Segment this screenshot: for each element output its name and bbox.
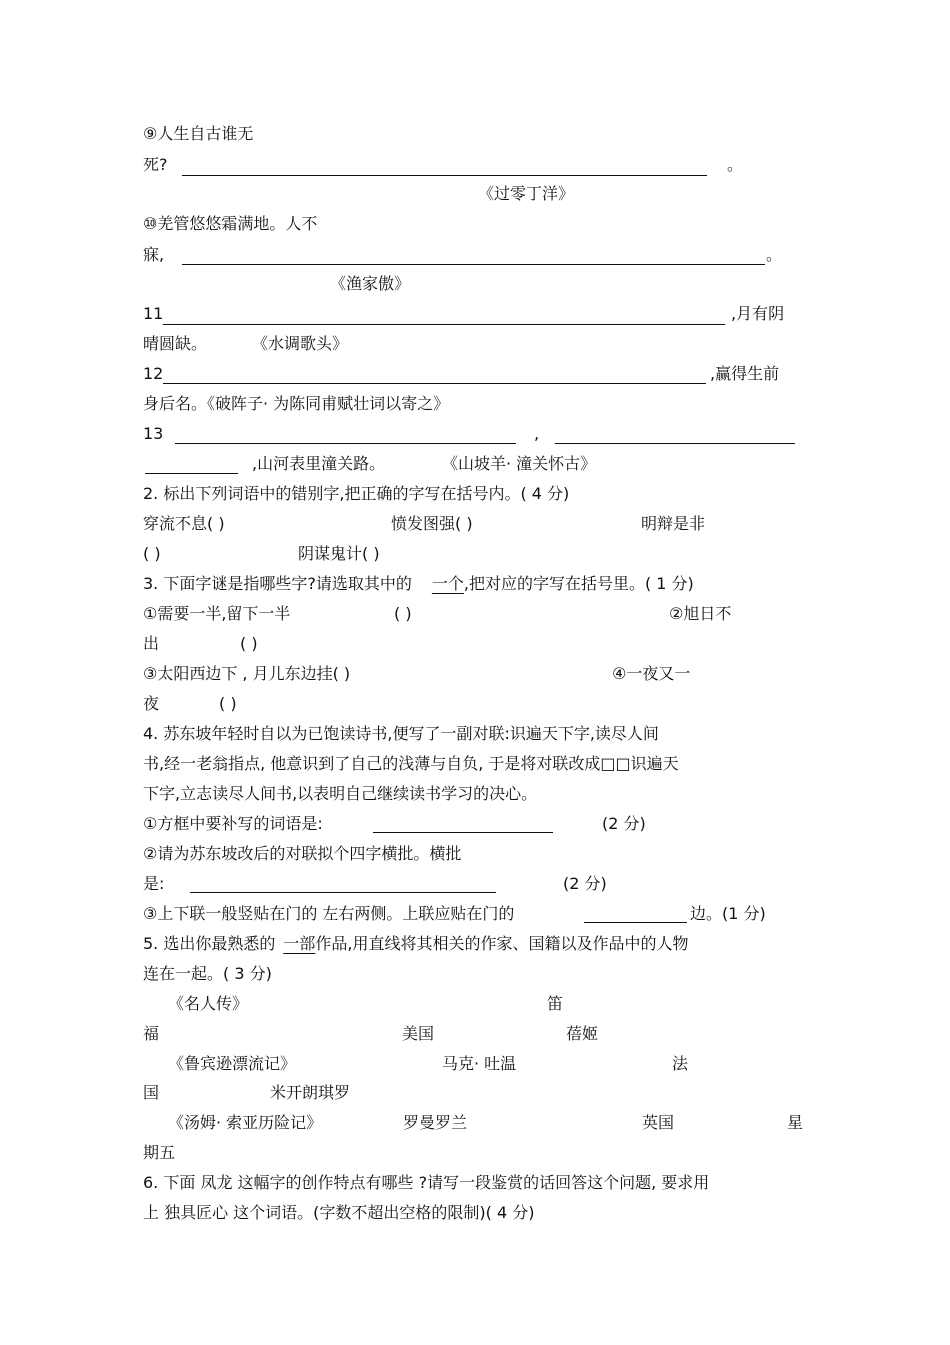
q4-line-3: 下字,立志读尽人间书,以表明自己继续读书学习的决心。 [143,784,538,803]
q1-item9-blank[interactable] [182,175,707,176]
q1-item11-tail: ,月有阴 [731,304,785,323]
q4-line-1: 4. 苏东坡年轻时自以为已饱读诗书,便写了一副对联:识遍天下字,读尽人间 [143,724,659,743]
q4-sub-1-blank[interactable] [373,832,553,833]
q2-word-4: 阴谋鬼计( ) [298,544,380,563]
q1-item12-line2: 身后名。《破阵子· 为陈同甫赋壮词以寄之》 [143,394,450,413]
q3-riddle-4: ④一夜又一 [612,664,691,683]
q1-item11-num: 11 [143,304,164,323]
q6-line-2: 上 独具匠心 这个词语。(字数不超出空格的限制)( 4 分) [143,1203,535,1222]
q5-author-rolland: 罗曼罗兰 [403,1113,468,1132]
q1-item10-line1: ⑩羌管悠悠霜满地。人不 [143,214,318,233]
q3-riddle-4-paren: ( ) [219,694,237,713]
q5-author-twain: 马克· 吐温 [442,1054,517,1073]
q5-title-b: 作品,用直线将其相关的作家、国籍以及作品中的人物 [315,934,689,953]
q3-title-b: ,把对应的字写在括号里。( 1 分) [463,574,694,593]
q4-sub-2-score: (2 分) [563,874,607,893]
q3-title [143,569,694,599]
q2-word-1: 穿流不息( ) [143,514,225,533]
q1-item13-blank-1[interactable] [175,443,516,444]
q2-word-3-paren: ( ) [143,544,161,563]
q1-item10-line2: 寐, [143,245,165,264]
q5-author-defoe-a: 笛 [547,994,564,1013]
q1-item12-num: 12 [143,364,164,383]
q5-nation-france-b: 国 [143,1083,160,1102]
q1-item13-num: 13 [143,424,164,443]
q1-item13-blank-3[interactable] [145,473,238,474]
q1-item12-blank[interactable] [163,383,706,384]
q1-item9-source: 《过零丁洋》 [478,184,575,203]
q4-sub-2-b: 是: [143,874,165,893]
q5-character-friday-a: 星 [787,1113,804,1132]
q3-riddle-1-paren: ( ) [394,604,412,623]
q1-item9-line1: ⑨人生自古谁无 [143,124,254,143]
q1-item12-tail: ,赢得生前 [710,364,780,383]
q4-sub-3-blank[interactable] [584,922,687,923]
q4-sub-2-blank[interactable] [190,892,496,893]
q5-nation-france-a: 法 [672,1054,689,1073]
q1-item10-end: 。 [766,245,783,264]
q5-character-friday-b: 期五 [143,1143,176,1162]
q1-item13-comma: , [534,424,540,443]
q3-riddle-3: ③太阳西边下 , 月儿东边挂( ) [143,664,351,683]
q5-character-michelangelo: 米开朗琪罗 [270,1083,351,1102]
q4-sub-3-tail: 边。(1 分) [690,904,766,923]
q3-title-underline: 一个 [431,574,464,593]
q4-sub-1-score: (2 分) [602,814,646,833]
q3-title-a: 3. 下面字谜是指哪些字?请选取其中的 [143,574,412,593]
q1-item11-source: 《水调歌头》 [252,334,349,353]
q3-riddle-4-b: 夜 [143,694,160,713]
q4-line-2: 书,经一老翁指点, 他意识到了自己的浅薄与自负, 于是将对联改成□□识遍天 [143,754,679,773]
q5-work-2: 《鲁宾逊漂流记》 [168,1054,297,1073]
q1-item13-blank-2[interactable] [555,443,795,444]
q5-title-a: 5. 选出你最熟悉的 [143,934,276,953]
q5-title-c: 连在一起。( 3 分) [143,964,272,983]
q6-line-1: 6. 下面 凤龙 这幅字的创作特点有哪些 ?请写一段鉴赏的话回答这个问题, 要求用 [143,1173,710,1192]
q2-title: 2. 标出下列词语中的错别字,把正确的字写在括号内。( 4 分) [143,484,570,503]
q4-sub-3: ③上下联一般竖贴在门的 左右两侧。上联应贴在门的 [143,904,515,923]
q1-item13-source: 《山坡羊· 潼关怀古》 [442,454,597,473]
q3-riddle-2: ②旭日不 [669,604,732,623]
q1-item13-line2: ,山河表里潼关路。 [252,454,386,473]
q3-riddle-2-b: 出 [143,634,160,653]
q2-word-3: 明辩是非 [641,514,706,533]
q1-item10-source: 《渔家傲》 [330,274,411,293]
q5-character-becky: 蓓姬 [566,1024,599,1043]
q5-author-defoe-b: 福 [143,1024,160,1043]
q5-work-1: 《名人传》 [168,994,249,1013]
q4-sub-1: ①方框中要补写的词语是: [143,814,323,833]
q1-item10-blank[interactable] [182,264,765,265]
q4-sub-2: ②请为苏东坡改后的对联拟个四字横批。横批 [143,844,462,863]
q5-title [143,929,688,959]
q5-work-3: 《汤姆· 索亚历险记》 [168,1113,323,1132]
q5-title-underline: 一部 [283,934,316,953]
q5-nation-us: 美国 [402,1024,435,1043]
q5-nation-uk: 英国 [642,1113,675,1132]
q3-riddle-1: ①需要一半,留下一半 [143,604,291,623]
q2-word-2: 愤发图强( ) [391,514,473,533]
q1-item11-blank[interactable] [163,324,725,325]
q1-item9-end: 。 [727,155,744,174]
q1-item9-line2: 死? [143,155,168,174]
q1-item11-line2: 晴圆缺。 [143,334,208,353]
q3-riddle-2-paren: ( ) [240,634,258,653]
